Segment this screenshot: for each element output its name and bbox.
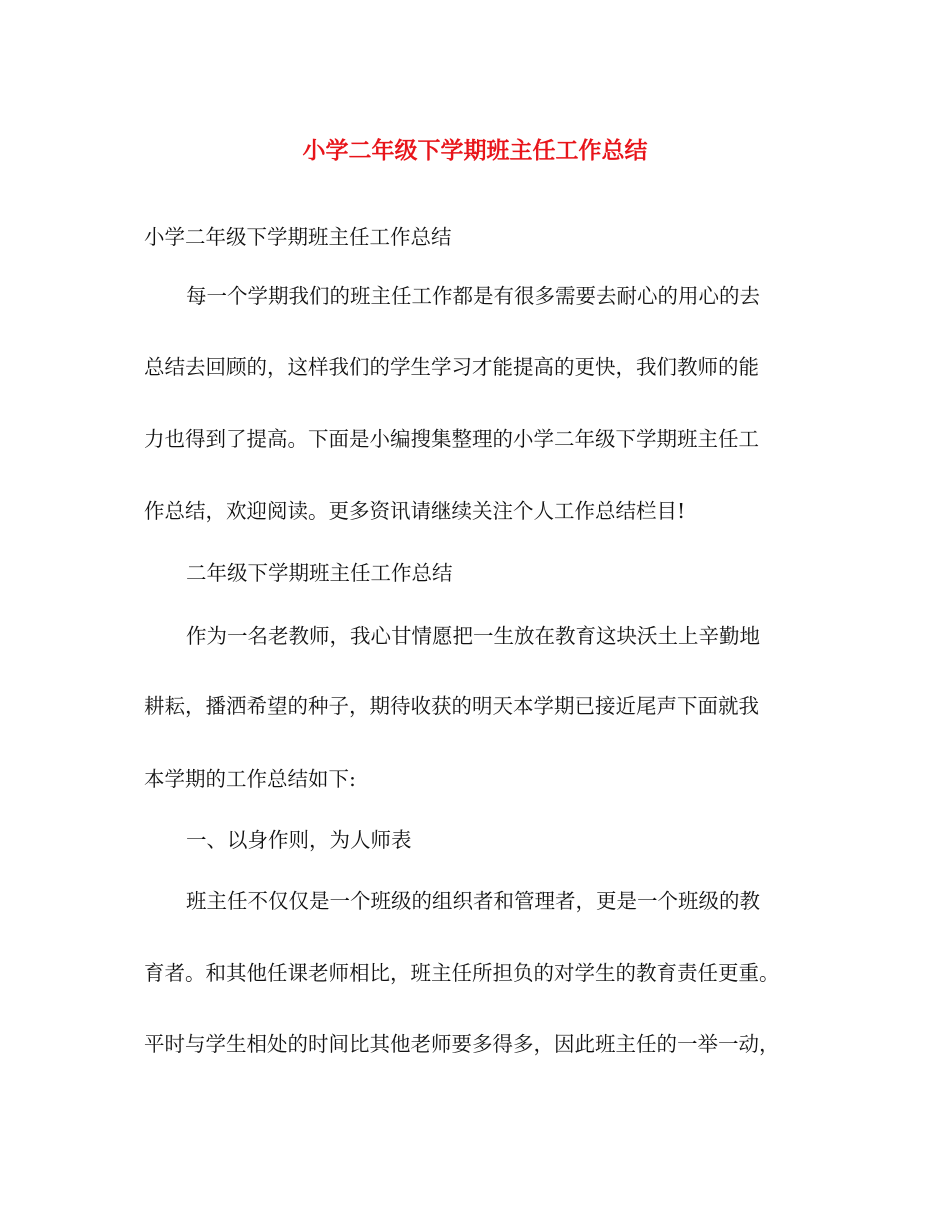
body-line: 每一个学期我们的班主任工作都是有很多需要去耐心的用心的去 <box>186 284 760 308</box>
body-line: 总结去回顾的，这样我们的学生学习才能提高的更快，我们教师的能 <box>144 355 759 379</box>
body-line: 本学期的工作总结如下: <box>144 767 356 791</box>
body-line: 耕耘，播洒希望的种子，期待收获的明天本学期已接近尾声下面就我 <box>144 694 759 718</box>
body-line: 平时与学生相处的时间比其他老师要多得多，因此班主任的一举一动， <box>144 1032 780 1056</box>
body-line: 育者。和其他任课老师相比，班主任所担负的对学生的教育责任更重。 <box>144 961 780 985</box>
section-heading: 二年级下学期班主任工作总结 <box>186 561 453 585</box>
body-line: 作总结，欢迎阅读。更多资讯请继续关注个人工作总结栏目! <box>144 499 686 523</box>
body-line: 作为一名老教师，我心甘情愿把一生放在教育这块沃土上辛勤地 <box>186 624 760 648</box>
document-title: 小学二年级下学期班主任工作总结 <box>302 137 648 164</box>
body-line: 班主任不仅仅是一个班级的组织者和管理者，更是一个班级的教 <box>186 889 760 913</box>
body-line: 力也得到了提高。下面是小编搜集整理的小学二年级下学期班主任工 <box>144 427 759 451</box>
subtitle-line: 小学二年级下学期班主任工作总结 <box>144 225 452 249</box>
section-heading: 一、以身作则，为人师表 <box>186 828 412 852</box>
